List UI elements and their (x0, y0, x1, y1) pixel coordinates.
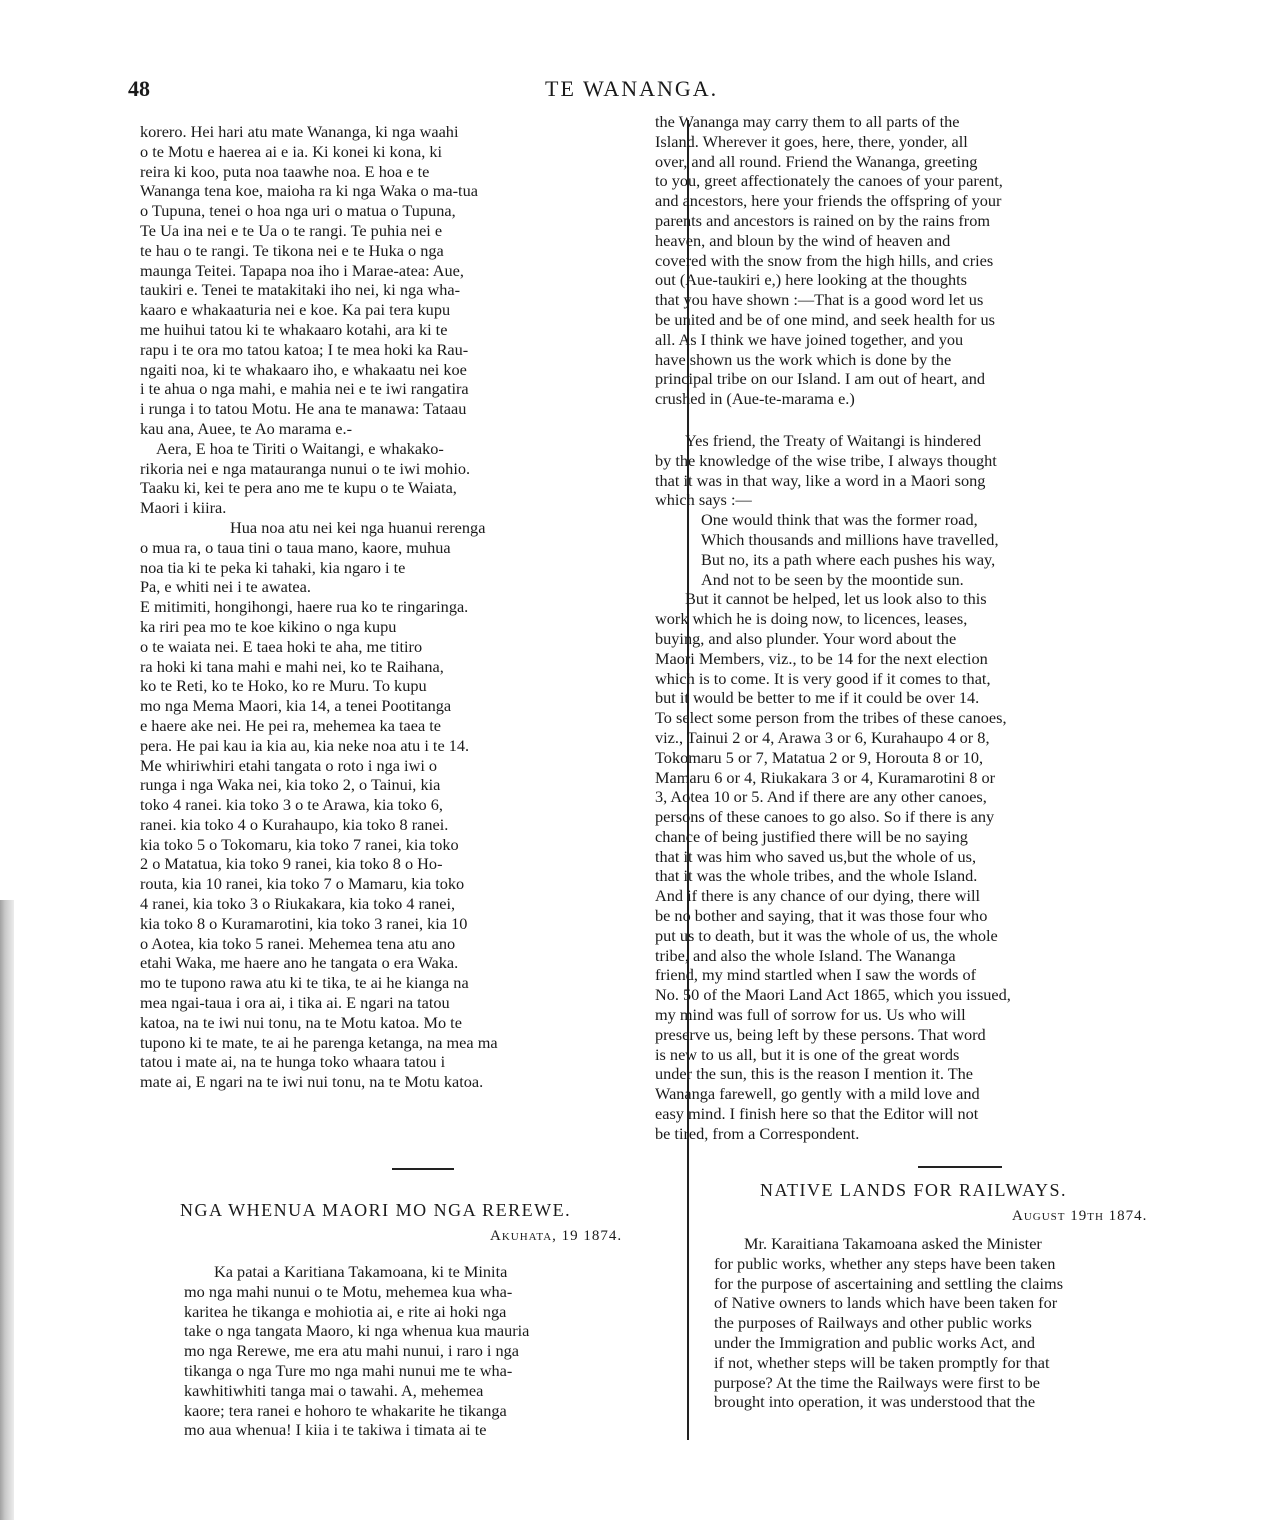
text-line: kau ana, Auee, te Ao marama e.- (140, 418, 353, 438)
text-line: Mr. Karaitiana Takamoana asked the Minister (744, 1234, 1042, 1253)
text-line: under the sun, this is the reason I mention it. The (655, 1064, 974, 1084)
text-line: mo nga Rerewe, me era atu mahi nunui, i raro i nga (184, 1341, 520, 1361)
text-line: Island. Wherever it goes, here, there, yonder, all (655, 131, 968, 151)
text-line: mo te tupono rawa atu ki te tika, te ai he kianga na (140, 973, 469, 993)
text-line: friend, my mind startled when I saw the words of (655, 965, 977, 985)
text-line: taukiri e. Tenei te matakitaki iho nei, ki nga wha- (140, 280, 461, 300)
text-line: To select some person from the tribes of these canoes, (655, 708, 1007, 728)
song-verse (655, 510, 1185, 589)
text-line: the Wananga may carry them to all parts of the (655, 112, 960, 131)
letter-paragraph-3 (655, 589, 1185, 1143)
text-line: viz., Tainui 2 or 4, Arawa 3 or 6, Kurahaupo 4 or 8, (655, 727, 990, 747)
page-header (0, 74, 1280, 114)
text-line: for the purpose of ascertaining and settling the claims (714, 1273, 1064, 1293)
text-line: Wananga tena koe, maioha ra ki nga Waka o ma-tua (140, 181, 478, 201)
text-line: Wananga farewell, go gently with a mild love and (655, 1084, 980, 1104)
text-line: routa, kia 10 ranei, kia toko 7 o Mamaru, kia toko (140, 874, 465, 894)
text-line: of Native owners to lands which have been taken for (714, 1293, 1058, 1313)
text-line: 2 o Matatua, kia toko 9 ranei, kia toko 8 o Ho- (140, 854, 443, 874)
text-line: the purposes of Railways and other public works (714, 1313, 1032, 1333)
text-line: preserve us, being left by these persons. That word (655, 1024, 986, 1044)
text-line: No. 50 of the Maori Land Act 1865, which you issued, (655, 985, 1011, 1005)
text-line: Pa, e whiti nei i te awatea. (140, 577, 311, 597)
maori-section-title: NGA WHENUA MAORI MO NGA REREWE. (180, 1200, 572, 1220)
text-line: Maori Members, viz., to be 14 for the next election (655, 648, 988, 668)
text-line: me huihui tatou ki te whakaaro kotahi, ara ki te (140, 319, 448, 339)
text-line: toko 4 ranei. kia toko 3 o te Arawa, kia toko 6, (140, 795, 443, 815)
text-line: kaore; tera ranei e hohoro te whakarite he tikanga (184, 1400, 507, 1420)
text-line: But no, its a path where each pushes his way, (701, 549, 996, 569)
text-line: Te Ua ina nei e te Ua o te rangi. Te puhia nei e (140, 220, 443, 240)
text-line: kia toko 8 o Kuramarotini, kia toko 3 ranei, kia 10 (140, 913, 468, 933)
text-line: e haere ake nei. He pei ra, mehemea ka taea te (140, 715, 442, 735)
text-line: But it cannot be helped, let us look also to this (685, 589, 987, 609)
text-line: pera. He pai kau ia kia au, kia neke noa atu i te 14. (140, 735, 470, 755)
text-line: ka riri pea mo te koe kikino o nga kupu (140, 616, 397, 636)
text-line: mo nga mahi nunui o te Motu, mehemea kua wha- (184, 1281, 513, 1301)
text-line: mo nga Mema Maori, kia 14, a tenei Pootitanga (140, 696, 452, 716)
text-line: ra hoki ki tana mahi e mahi nei, ko te Raihana, (140, 656, 444, 676)
maori-railways-article (184, 1262, 694, 1440)
text-line: persons of these canoes to go also. So if there is any (655, 807, 995, 827)
text-line: karitea he tikanga e mohiotia ai, e rite ai hoki nga (184, 1301, 507, 1321)
section-rule-left (392, 1168, 454, 1170)
text-line: covered with the snow from the high hills, and cries (655, 250, 994, 270)
text-line: Yes friend, the Treaty of Waitangi is hindered (685, 430, 982, 450)
text-line: that it was him who saved us,but the whole of us, (655, 846, 977, 866)
text-line: i runga i to tatou Motu. He ana te manawa: Tataau (140, 399, 467, 419)
text-line: Which thousands and millions have travelled, (701, 529, 999, 549)
text-line: Mamaru 6 or 4, Riukakara 3 or 4, Kuramarotini 8 or (655, 767, 996, 787)
scan-edge-shadow (0, 900, 14, 1520)
text-line: maunga Teitei. Tapapa noa iho i Marae-atea: Aue, (140, 260, 464, 280)
text-line: korero. Hei hari atu mate Wananga, ki nga waahi (140, 122, 459, 141)
text-line: mate ai, E ngari na te iwi nui tonu, na te Motu katoa. (140, 1072, 484, 1092)
text-line: 3, Aotea 10 or 5. And if there are any other canoes, (655, 787, 987, 807)
text-line: kaaro e whakaaturia nei e koe. Ka pai tera kupu (140, 300, 451, 320)
text-line: noa tia ki te peka ki tahaki, kia ngaro i te (140, 557, 406, 577)
text-line: tikanga o nga Ture mo nga mahi nunui me te wha- (184, 1360, 513, 1380)
text-line: o te waiata nei. E taea hoki te aha, me titiro (140, 636, 423, 656)
english-article-body (714, 1234, 1224, 1412)
text-line: over, and all round. Friend the Wananga, greeting (655, 151, 978, 171)
text-line: which says :— (655, 490, 752, 510)
text-line: that you have shown :—That is a good word let us (655, 290, 984, 310)
text-line: heaven, and bloun by the wind of heaven and (655, 230, 951, 250)
text-line: have shown us the work which is done by the (655, 349, 952, 369)
text-line: o Aotea, kia toko 5 ranei. Mehemea tena atu ano (140, 933, 456, 953)
text-line: Taaku ki, kei te pera ano me te kupu o te Waiata, (140, 478, 457, 498)
text-line: parents and ancestors is rained on by the rains from (655, 210, 991, 230)
maori-letter-body (140, 122, 660, 1092)
text-line: that it was in that way, like a word in a Maori song (655, 470, 986, 490)
text-line: tupono ki te mate, te ai he parenga ketanga, na mea ma (140, 1032, 498, 1052)
text-line: katoa, na te iwi nui tonu, na te Motu katoa. Mo te (140, 1012, 462, 1032)
text-line: ranei. kia toko 4 o Kurahaupo, kia toko 8 ranei. (140, 814, 449, 834)
page-number: 48 (128, 76, 150, 101)
text-line: work which he is doing now, to licences, leases, (655, 609, 968, 629)
text-line: i te ahua o nga mahi, e mahia nei e te iwi rangatira (140, 379, 469, 399)
text-line: ko te Reti, ko te Hoko, ko re Muru. To kupu (140, 676, 427, 696)
text-line: chance of being justified there will be no saying (655, 826, 968, 846)
text-line: Aera, E hoa te Tiriti o Waitangi, e whakako- (156, 438, 444, 458)
text-line: mea ngai-taua i ora ai, i tika ai. E ngari na tatou (140, 993, 450, 1013)
text-line: all. As I think we have joined together, and you (655, 329, 964, 349)
text-line: tribe, and also the whole Island. The Wananga (655, 945, 956, 965)
text-line: my mind was full of sorrow for us. Us who will (655, 1005, 966, 1025)
text-line: for public works, whether any steps have been taken (714, 1253, 1056, 1273)
maori-section-date: Akuhata, 19 1874. (490, 1228, 623, 1244)
text-line: 4 ranei, kia toko 3 o Riukakara, kia toko 4 ranei, (140, 894, 456, 914)
text-line: runga i nga Waka nei, kia toko 2, o Tainui, kia (140, 775, 441, 795)
english-section-title: NATIVE LANDS FOR RAILWAYS. (760, 1180, 1068, 1200)
text-line: which is to come. It is very good if it comes to that, (655, 668, 991, 688)
letter-paragraph-2 (655, 431, 1185, 510)
text-line: out (Aue-taukiri e,) here looking at the thoughts (655, 270, 967, 290)
text-line: Hua noa atu nei kei nga huanui rerenga (230, 517, 486, 537)
english-letter-column (655, 112, 1185, 1144)
text-line: tatou i mate ai, na te hunga toko whaara tatou i (140, 1052, 446, 1072)
text-line: Maori i kiira. (140, 498, 227, 518)
text-line: put us to death, but it was the whole of us, the whole (655, 925, 998, 945)
maori-article-body (184, 1262, 694, 1440)
text-line: principal tribe on our Island. I am out of heart, and (655, 369, 986, 389)
text-line: if not, whether steps will be taken promptly for that (714, 1352, 1050, 1372)
text-line: is new to us all, but it is one of the great words (655, 1044, 960, 1064)
text-line: mo aua whenua! I kiia i te takiwa i timata ai te (184, 1420, 487, 1440)
text-line: but it would be better to me if it could be over 14. (655, 688, 980, 708)
text-line: and ancestors, here your friends the offspring of your (655, 191, 1002, 211)
text-line: o mua ra, o taua tini o taua mano, kaore, muhua (140, 537, 451, 557)
text-line: easy mind. I finish here so that the Editor will not (655, 1104, 979, 1124)
text-line: rikoria nei e nga matauranga nunui o te iwi mohio. (140, 458, 471, 478)
text-line: under the Immigration and public works Act, and (714, 1332, 1036, 1352)
text-line: to you, greet affectionately the canoes of your parent, (655, 171, 1003, 191)
text-line: reira ki koo, puta noa taawhe noa. E hoa e te (140, 161, 430, 181)
text-line: buying, and also plunder. Your word about the (655, 628, 957, 648)
text-line: kia toko 5 o Tokomaru, kia toko 7 ranei, kia toko (140, 834, 459, 854)
letter-paragraph-1 (655, 112, 1185, 409)
text-line: crushed in (Aue-te-marama e.) (655, 389, 855, 409)
text-line: etahi Waka, me haere ano he tangata o era Waka. (140, 953, 459, 973)
text-line: And not to be seen by the moontide sun. (701, 569, 964, 589)
newspaper-title: TE WANANGA. (545, 76, 719, 101)
english-railways-article (714, 1234, 1224, 1412)
text-line: te hau o te rangi. Te tikona nei e te Huka o nga (140, 240, 444, 260)
text-line: kawhitiwhiti tanga mai o tawahi. A, mehemea (184, 1380, 484, 1400)
text-line: be tired, from a Correspondent. (655, 1123, 860, 1143)
text-line: be no bother and saying, that it was those four who (655, 906, 988, 926)
text-line: that it was the whole tribes, and the whole Island. (655, 866, 978, 886)
text-line: ngaiti noa, ki te whakaaro iho, e whakaatu nei koe (140, 359, 467, 379)
text-line: And if there is any chance of our dying, there will (655, 886, 981, 906)
text-line: by the knowledge of the wise tribe, I always thought (655, 450, 997, 470)
text-line: brought into operation, it was understood that the (714, 1392, 1036, 1412)
text-line: Tokomaru 5 or 7, Matatua 2 or 9, Horouta 8 or 10, (655, 747, 984, 767)
english-section-date: August 19th 1874. (1012, 1208, 1148, 1224)
text-line: o te Motu e haerea ai e ia. Ki konei ki kona, ki (140, 141, 443, 161)
text-line: o Tupuna, tenei o hoa nga uri o matua o Tupuna, (140, 201, 456, 221)
text-line: rapu i te ora mo tatou katoa; I te mea hoki ka Rau- (140, 339, 469, 359)
text-line: be united and be of one mind, and seek health for us (655, 309, 995, 329)
text-line: One would think that was the former road, (701, 510, 978, 530)
text-line: take o nga tangata Maoro, ki nga whenua kua mauria (184, 1321, 530, 1341)
text-line: Me whiriwhiri etahi tangata o roto i nga iwi o (140, 755, 438, 775)
text-line: Ka patai a Karitiana Takamoana, ki te Minita (214, 1262, 508, 1281)
maori-letter-column (140, 122, 660, 1092)
section-rule-right (918, 1166, 1002, 1168)
text-line: purpose? At the time the Railways were first to be (714, 1372, 1040, 1392)
text-line: E mitimiti, hongihongi, haere rua ko te ringaringa. (140, 597, 469, 617)
